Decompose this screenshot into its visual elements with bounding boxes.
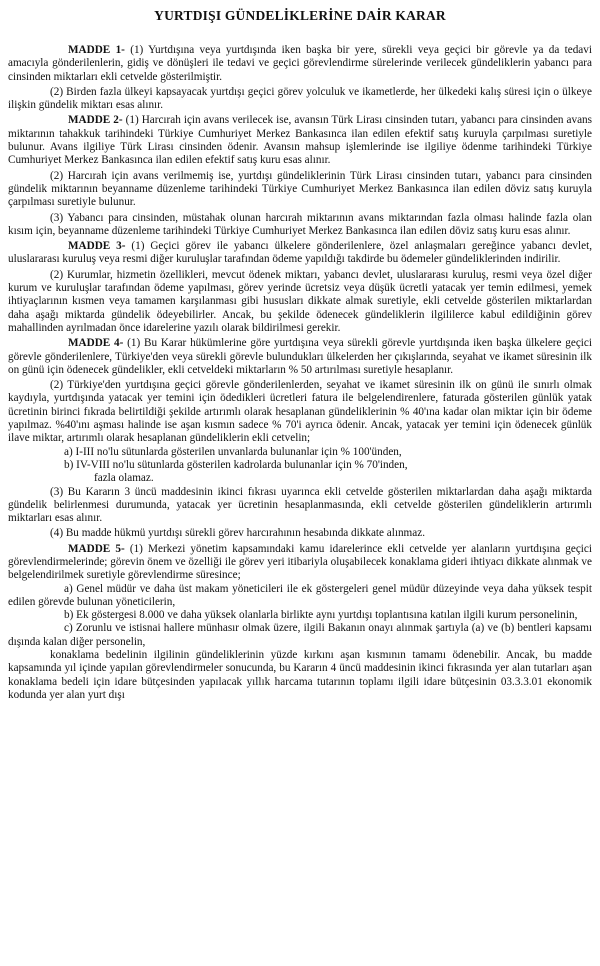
- article-label: MADDE 4-: [68, 337, 124, 350]
- list-item: c) Zorunlu ve istisnai hallere münhasır olmak üzere, ilgili Bakanın onayı alınmak şartıyla (a) ve (b) bentleri kapsamı dışında kalan diğer personelin,: [8, 622, 592, 648]
- clause-paragraph: (3) Yabancı para cinsinden, müstahak olunan harcırah miktarının avans miktarından fazla olması halinde fazla olan kısım için, beyanname düzenleme tarihindeki Türkiye Cumhuriyet Merkez Bankasınca ilan edilen döviz satış kuru esas alınır.: [8, 211, 592, 237]
- clause-paragraph: (2) Harcırah için avans verilmemiş ise, yurtdışı gündeliklerinin Türk Lirası cinsinden tutarı, yabancı para cinsinden gündelik miktarının beyanname düzenleme tarihindeki Türkiye Cumhuriyet Merkez Bankasınca ilan edilen döviz satış kuruyla çarpılması suretiyle bulunur.: [8, 169, 592, 209]
- list-item: b) Ek göstergesi 8.000 ve daha yüksek olanlarla birlikte aynı yurtdışı toplantısına katılan ilgili kurum personelinin,: [64, 609, 578, 622]
- clause-paragraph: (4) Bu madde hükmü yurtdışı sürekli görev harcırahının hesabında dikkate alınmaz.: [50, 527, 425, 540]
- article-label: MADDE 5-: [68, 542, 125, 555]
- list-item: a) Genel müdür ve daha üst makam yöneticileri ile ek göstergeleri genel müdür düzeyinde veya daha yüksek tespit edilen görevde bulunan yöneticilerin,: [8, 582, 592, 608]
- article-paragraph: [8, 44, 592, 84]
- clause-paragraph: (2) Türkiye'den yurtdışına geçici görevle gönderilenlerden, seyahat ve ikamet süresinin ilk on günü ile sınırlı olmak kaydıyla, yurtdışında yatacak yer temini için ödedikleri ücretleri fatura ile belgelendirenlere, faturada gösterilen günlük yatak ücretinin birinci fıkrada belirtildiği şekilde artırımlı olarak hesaplanan gündeliklerinin % 40'ına kadar olan miktar için bir ödeme yapılmaz. %40'ını aşması halinde ise aşan kısmın sadece % 70'i ayrıca ödenir. Ancak, yatacak yer temini için ödenecek günlük ilave miktar, artırımlı olarak hesaplanan gündeliklerin ekli cetvelin;: [8, 379, 592, 445]
- list-continuation: fazla olamaz.: [94, 472, 154, 485]
- article-label: MADDE 2-: [68, 114, 123, 127]
- article-text: (1) Geçici görev ile yabancı ülkelere gönderilenlere, özel anlaşmaları gereğince yabancı devlet, uluslararası kuruluş veya resmi diğer kuruluşlar tarafından ödeme yapıldığı takdirde bu ödemeler gündeliklerinden indirilir.: [8, 240, 592, 266]
- article-paragraph: [8, 114, 592, 167]
- article-text: (1) Merkezi yönetim kapsamındaki kamu idarelerince ekli cetvelde yer alanların yurtdışına geçici görevlendirmelerinde; görevin önem ve özelliği ile görev yeri itibariyla oluşabilecek konaklama gideri ihtiyacı dikkate alınmak ve belgelendirilmek suretiyle görevlendirme süresince;: [8, 542, 592, 582]
- article-label: MADDE 3-: [68, 240, 126, 253]
- article-text: (1) Bu Karar hükümlerine göre yurtdışına veya sürekli görevle yurtdışında iken başka ülkelere geçici görevle gönderilenlere, Türkiye'den veya sürekli görevle bulundukları ülkelerden her çıkışlarında, seyahat ve ikamet süresinin ilk on günü için ödenecek gündelikler, ekli cetveldeki miktarların % 50 artırılması suretiyle hesaplanır.: [8, 337, 592, 376]
- article-paragraph: [8, 240, 592, 267]
- list-item: a) I-III no'lu sütunlarda gösterilen unvanlarda bulunanlar için % 100'ünden,: [64, 445, 402, 458]
- document-title: YURTDIŞI GÜNDELİKLERİNE DAİR KARAR: [154, 8, 446, 23]
- article-paragraph: [8, 543, 592, 583]
- clause-paragraph: (2) Birden fazla ülkeyi kapsayacak yurtdışı geçici görev yolculuk ve ikametlerde, her ülkedeki kalış süresi için o ülkeye ilişkin gündelik miktarı esas alınır.: [8, 85, 592, 112]
- article-paragraph: [8, 337, 592, 377]
- clause-paragraph: konaklama bedelinin ilgilinin gündeliklerinin yüzde kırkını aşan kısmının tamamı ödenebilir. Ancak, bu madde kapsamında yıl içinde yapılan görevlendirmeler sonucunda, bu Kararın 4 üncü maddesinin ikinci fıkrasında yer alan tutarları aşan konaklama bedeli için idare bütçesinden yapılacak yıllık harcama tutarının toplamı ilgili idare bütçesinin 03.3.3.01 ekonomik kodunda yer alan yurt dışı: [8, 649, 592, 701]
- clause-paragraph: (2) Kurumlar, hizmetin özellikleri, mevcut ödenek miktarı, yabancı devlet, uluslararası kuruluş, resmi veya özel diğer kurum ve kuruluşlar tarafından ödeme yapılması, görev yerinde ücretsiz veya düşük ücretli yatacak yer temin edilmesi, yemek ihtiyaçlarının kısmen veya tamamen karşılanması gibi hususları dikkate almak suretiyle, ekli cetvelde gösterilen miktarlardan daha aşağı miktarda gündelik ödeyebilirler. Ancak, bu şekilde ödenecek gündeliklerin ilgililerce kabul edildiğinin görev mahallinden ayrılmadan önce idarelerine yazılı olarak bildirilmesi gerekir.: [8, 268, 592, 334]
- article-text: (1) Harcırah için avans verilecek ise, avansın Türk Lirası cinsinden tutarı, yabancı para cinsinden avans miktarının tahakkuk tarihindeki Türkiye Cumhuriyet Merkez Bankasınca ilan edilen efektif satış kuruyla çarpılması suretiyle bulunur. Avans ilgiliye Türk Lirası cinsinden ödenir. Avansın mahsup işlemlerinde ise ilgiliye ödenme tarihindeki Türkiye Cumhuriyet Merkez Bankasınca ilan edilen efektif satış kuru esas alınır.: [8, 114, 592, 167]
- document-body: [8, 44, 592, 702]
- article-label: MADDE 1-: [68, 44, 125, 56]
- list-item: b) IV-VIII no'lu sütunlarda gösterilen kadrolarda bulunanlar için % 70'inden,: [64, 458, 408, 471]
- clause-paragraph: (3) Bu Kararın 3 üncü maddesinin ikinci fıkrası uyarınca ekli cetvelde gösterilen miktarlardan daha aşağı miktarda gündelik belirlenmesi durumunda, yatacak yer ücretinin hesaplanmasında, ekli cetvelde gösterilen gündeliklerin artırımlı miktarları esas alınır.: [8, 485, 592, 525]
- article-text: (1) Yurtdışına veya yurtdışında iken başka bir yere, sürekli veya geçici bir görevle ya da tedavi amacıyla gönderilenlerin, gidiş ve dönüşleri ile tedavi ve geçici görevlendirme sürelerinde verilecek gündeliklerin yabancı para cinsinden miktarları ekli cetvelde gösterilmiştir.: [8, 44, 592, 83]
